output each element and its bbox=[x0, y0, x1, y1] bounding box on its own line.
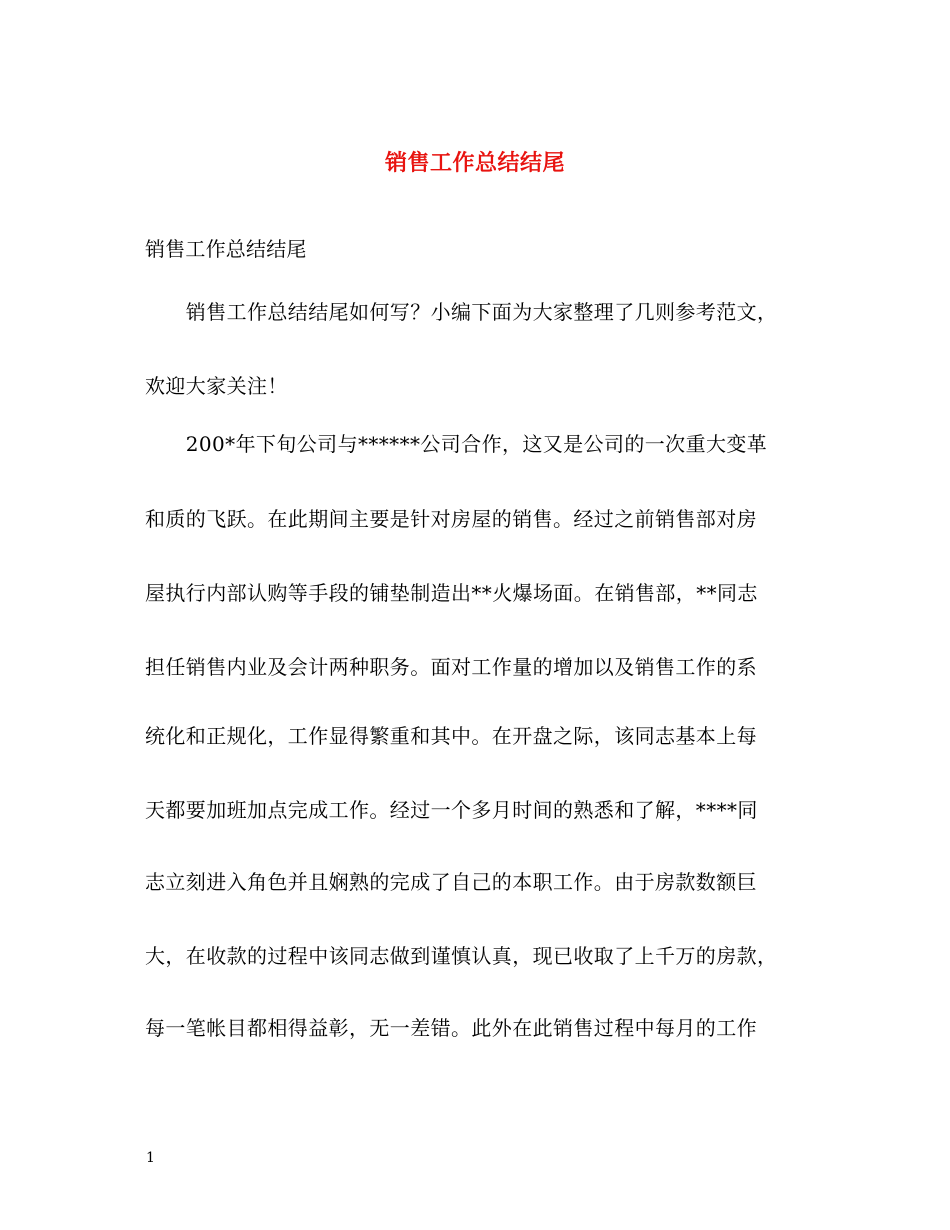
body-line: 欢迎大家关注！ bbox=[145, 374, 288, 398]
body-line: 志立刻进入角色并且娴熟的完成了自己的本职工作。由于房款数额巨 bbox=[145, 870, 757, 894]
document-title: 销售工作总结结尾 bbox=[384, 150, 565, 176]
body-line: 担任销售内业及会计两种职务。面对工作量的增加以及销售工作的系 bbox=[145, 655, 757, 679]
document-subtitle: 销售工作总结结尾 bbox=[145, 237, 307, 261]
page-number: 1 bbox=[146, 1150, 155, 1166]
body-line: 每一笔帐目都相得益彰，无一差错。此外在此销售过程中每月的工作 bbox=[145, 1016, 757, 1040]
body-line: 和质的飞跃。在此期间主要是针对房屋的销售。经过之前销售部对房 bbox=[145, 507, 757, 531]
body-line: 屋执行内部认购等手段的铺垫制造出**火爆场面。在销售部，**同志 bbox=[145, 581, 758, 605]
body-line: 200*年下旬公司与******公司合作，这又是公司的一次重大变革 bbox=[145, 432, 768, 456]
body-line: 销售工作总结结尾如何写？小编下面为大家整理了几则参考范文， bbox=[145, 300, 778, 324]
body-line: 大，在收款的过程中该同志做到谨慎认真，现已收取了上千万的房款， bbox=[145, 944, 778, 968]
body-line: 统化和正规化，工作显得繁重和其中。在开盘之际，该同志基本上每 bbox=[145, 724, 757, 748]
body-line: 天都要加班加点完成工作。经过一个多月时间的熟悉和了解，****同 bbox=[145, 798, 758, 822]
